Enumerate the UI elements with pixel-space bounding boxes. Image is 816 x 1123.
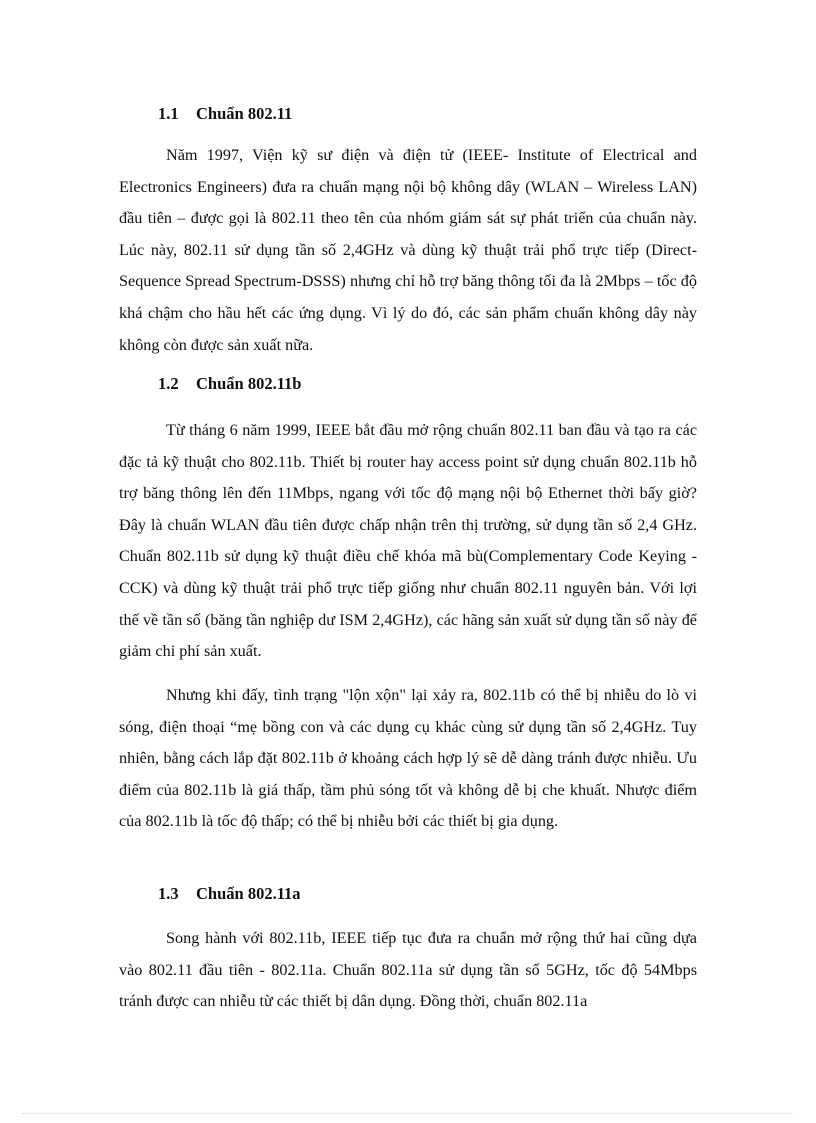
paragraph: Từ tháng 6 năm 1999, IEEE bắt đầu mở rộng chuẩn 802.11 ban đầu và tạo ra các đặc tả kỹ thuật cho 802.11b. Thiết bị router hay access point sử dụng chuẩn 802.11b hỗ trợ băng thông lên đến 11Mbps, ngang với tốc độ mạng nội bộ Ethernet thời bấy giờ? Đây là chuẩn WLAN đầu tiên được chấp nhận trên thị trường, sử dụng tần số 2,4 GHz. Chuẩn 802.11b sử dụng kỹ thuật điều chế khóa mã bù(Complementary Code Keying - CCK) và dùng kỹ thuật trải phổ trực tiếp giống như chuẩn 802.11 nguyên bản. Với lợi thế về tần số (băng tần nghiệp dư ISM 2,4GHz), các hãng sản xuất sử dụng tần số này để giảm chi phí sản xuất. <box>119 421 697 661</box>
paragraph: Song hành với 802.11b, IEEE tiếp tục đưa ra chuẩn mở rộng thứ hai cũng dựa vào 802.11 đầu tiên - 802.11a. Chuẩn 802.11a sử dụng tần số 5GHz, tốc độ 54Mbps tránh được can nhiễu từ các thiết bị dân dụng. Đồng thời, chuẩn 802.11a <box>119 929 697 1011</box>
section-heading-1-3 <box>158 884 301 904</box>
section-number: 1.3 <box>158 884 179 903</box>
section-title: Chuẩn 802.11 <box>196 104 293 123</box>
section-title: Chuẩn 802.11a <box>196 884 301 903</box>
section-number: 1.2 <box>158 374 179 393</box>
section-number: 1.1 <box>158 104 179 123</box>
section-title: Chuẩn 802.11b <box>196 374 302 393</box>
section-heading-1-1 <box>158 104 292 124</box>
paragraph: Nhưng khi đấy, tình trạng "lộn xộn" lại xảy ra, 802.11b có thể bị nhiễu do lò vi sóng, điện thoại “mẹ bồng con và các dụng cụ khác cùng sử dụng tần số 2,4GHz. Tuy nhiên, bằng cách lắp đặt 802.11b ở khoảng cách hợp lý sẽ dễ dàng tránh được nhiễu. Ưu điểm của 802.11b là giá thấp, tầm phủ sóng tốt và không dễ bị che khuất. Nhược điểm của 802.11b là tốc độ thấp; có thể bị nhiễu bởi các thiết bị gia dụng. <box>119 686 697 831</box>
page-bottom-divider <box>22 1113 794 1114</box>
section-heading-1-2 <box>158 374 301 394</box>
paragraph: Năm 1997, Viện kỹ sư điện và điện tử (IEEE- Institute of Electrical and Electronics Engineers) đưa ra chuẩn mạng nội bộ không dây (WLAN – Wireless LAN) đầu tiên – được gọi là 802.11 theo tên của nhóm giám sát sự phát triển của chuẩn này. Lúc này, 802.11 sử dụng tần số 2,4GHz và dùng kỹ thuật trải phổ trực tiếp (Direct-Sequence Spread Spectrum-DSSS) nhưng chỉ hỗ trợ băng thông tối đa là 2Mbps – tốc độ khá chậm cho hầu hết các ứng dụng. Vì lý do đó, các sản phẩm chuẩn không dây này không còn được sản xuất nữa. <box>119 146 697 354</box>
